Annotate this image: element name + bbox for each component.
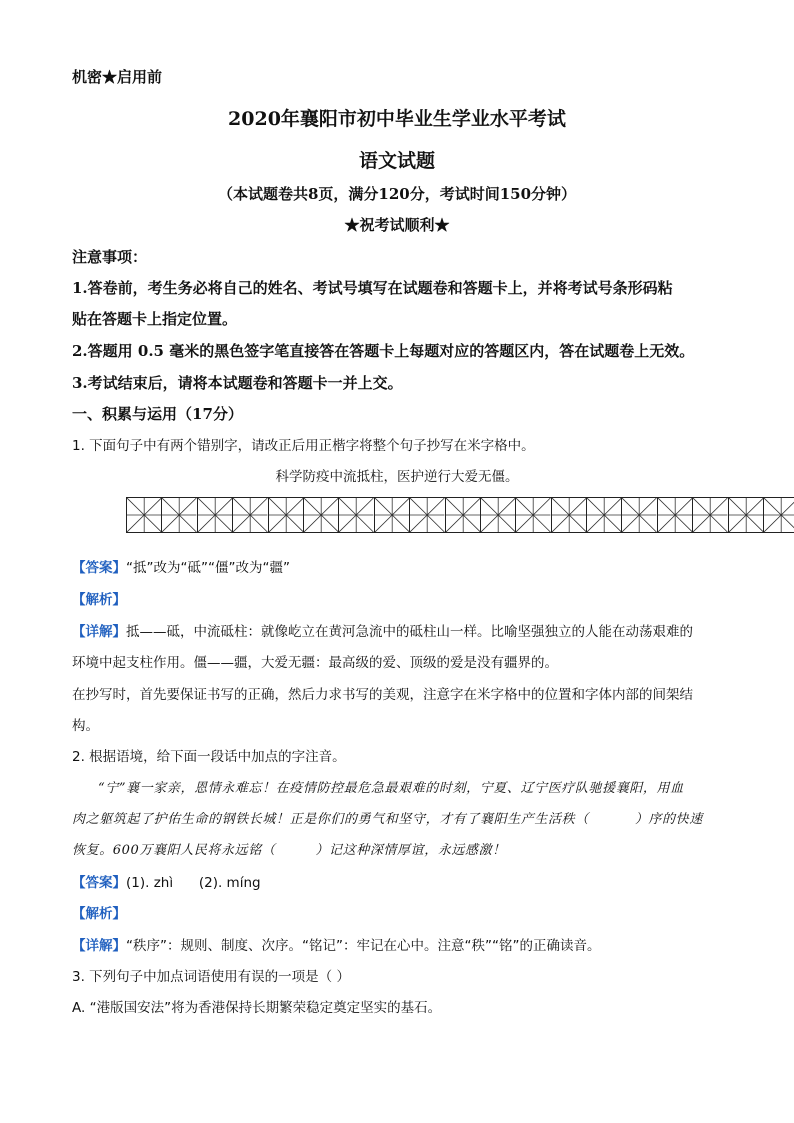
mizige-cell [161,497,196,533]
secret-label: 机密★启用前 [72,68,163,86]
mizige-cell [515,497,550,533]
mizige-cell [586,497,621,533]
q2-passage-c2: ）记这种深情厚谊，永远感激！ [315,843,506,858]
mizige-cell [374,497,409,533]
q2-answer-text: (1). zhì (2). míng [126,875,261,891]
q2-detail-text: “秩序”：规则、制度、次序。“铭记”：牢记在心中。注意“秩”“铭”的正确读音。 [126,938,601,954]
q2-passage-b [72,808,734,827]
q3-stem: 3. 下列句子中加点词语使用有误的一项是（ ） [72,969,350,985]
q1-detail-text-a: 抵——砥，中流砥柱：就像屹立在黄河急流中的砥柱山一样。比喻坚强独立的人能在动荡艰难的 [126,624,693,640]
mizige-cell [303,497,338,533]
notice-item-3: 3.考试结束后，请将本试题卷和答题卡一并上交。 [72,374,403,392]
mizige-cell [445,497,480,533]
q1-detail-a [72,620,734,640]
q1-answer-text: “抵”改为“砥”“僵”改为“疆” [126,560,290,576]
mizige-cell [728,497,763,533]
q1-sentence: 科学防疫中流抵柱，医护逆行大爱无僵。 [275,469,519,485]
mizige-cell [197,497,232,533]
detail-tag: 【详解】 [72,938,126,954]
analysis-tag: 【解析】 [72,592,126,608]
q1-analysis [72,588,734,608]
q1-detail-c: 在抄写时，首先要保证书写的正确，然后力求书写的美观，注意字在米字格中的位置和字体内部的间架结 [72,687,693,703]
q3-option-a: A. “港版国安法”将为香港保持长期繁荣稳定奠定坚实的基石。 [72,1000,442,1016]
notice-item-2: 2.答题用 0.5 毫米的黑色签字笔直接答在答题卡上每题对应的答题区内，答在试题卷上无效。 [72,342,695,360]
notice-item-1b: 贴在答题卡上指定位置。 [72,310,238,328]
exam-title: 2020年襄阳市初中毕业生学业水平考试 [228,108,566,130]
notice-item-1a: 1.答卷前，考生务必将自己的姓名、考试号填写在试题卷和答题卡上，并将考试号条形码粘 [72,279,673,297]
q2-passage-b2: ）序的快速 [634,812,703,827]
q2-passage-c [72,839,734,858]
mizige-cell [338,497,373,533]
answer-tag: 【答案】 [72,560,126,576]
notice-heading: 注意事项： [72,248,148,266]
q2-passage-b1: 肉之躯筑起了护佑生命的钢铁长城！正是你们的勇气和坚守，才有了襄阳生产生活秩（ [72,812,589,827]
exam-subject: 语文试题 [358,150,435,172]
q1-stem: 1. 下面句子中有两个错别字，请改正后用正楷字将整个句子抄写在米字格中。 [72,438,535,454]
mizige-cell [621,497,656,533]
q2-detail [72,934,734,954]
mizige-grid [126,497,794,533]
analysis-tag: 【解析】 [72,906,126,922]
mizige-cell [268,497,303,533]
q2-analysis [72,902,734,922]
mizige-cell [126,497,161,533]
section-1-heading: 一、积累与运用（17分） [72,405,243,423]
exam-wish: ★祝考试顺利★ [344,216,450,234]
exam-note: （本试题卷共8页，满分120分，考试时间150分钟） [217,185,577,203]
detail-tag: 【详解】 [72,624,126,640]
mizige-cell [480,497,515,533]
q1-answer [72,556,734,576]
q1-detail-d: 构。 [72,718,99,734]
mizige-cell [232,497,267,533]
mizige-cell [763,497,794,533]
mizige-cell [551,497,586,533]
answer-tag: 【答案】 [72,875,126,891]
q1-detail-b: 环境中起支柱作用。僵——疆，大爱无疆：最高级的爱、顶级的爱是没有疆界的。 [72,655,558,671]
q2-passage-c1: 恢复。600万襄阳人民将永远铭（ [72,843,276,858]
mizige-cell [692,497,727,533]
q2-stem: 2. 根据语境，给下面一段话中加点的字注音。 [72,749,346,765]
q2-passage-a: “宁”襄一家亲，恩情永难忘！在疫情防控最危急最艰难的时刻，宁夏、辽宁医疗队驰援襄阳，用血 [98,781,684,796]
mizige-cell [409,497,444,533]
q2-answer [72,871,734,891]
mizige-cell [657,497,692,533]
